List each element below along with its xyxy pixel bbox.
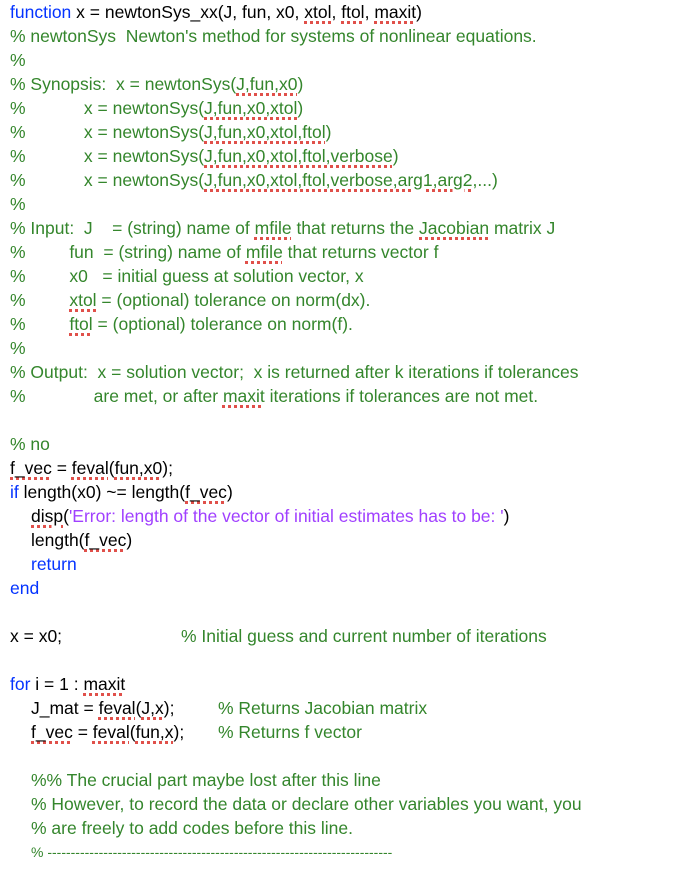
comment-line: % newtonSys Newton's method for systems of nonlinear equations.: [10, 26, 537, 46]
punctuation: );: [173, 722, 185, 742]
inline-comment: % Returns Jacobian matrix: [218, 698, 428, 718]
comment-text: % fun = (string) name of: [10, 242, 246, 262]
punctuation: ): [126, 530, 133, 550]
comment-args: J,fun,x0,xtol: [204, 98, 298, 118]
comment-line: % Output: x = solution vector; x is returned after k iterations if tolerances: [10, 362, 579, 382]
comment-text: that returns the: [291, 218, 420, 238]
arguments: fun,x0: [114, 458, 163, 478]
comment-text: % x = newtonSys(: [10, 122, 205, 142]
punctuation: );: [162, 458, 173, 478]
code-text: length(x0) ~= length(: [18, 482, 186, 502]
code-line: [10, 624, 547, 648]
comment-word: mfile: [254, 218, 292, 238]
comment-line: % no: [10, 434, 50, 454]
punctuation: (: [63, 506, 69, 526]
if-keyword: if: [10, 482, 19, 502]
comment-line: % x0 = initial guess at solution vector, x: [10, 266, 364, 286]
signature-close: ): [416, 2, 422, 22]
comment-text: % x = newtonSys(: [10, 170, 205, 190]
identifier: feval: [92, 722, 130, 742]
code-text: length(: [31, 530, 85, 550]
comment-text: ): [325, 122, 332, 142]
comment-text: % x = newtonSys(: [10, 146, 205, 166]
comment-line: [10, 312, 353, 336]
end-keyword: end: [10, 578, 40, 598]
code-text: J_mat =: [31, 698, 99, 718]
signature-sep: ,: [331, 2, 342, 22]
identifier: f_vec: [10, 458, 52, 478]
comment-text: % Synopsis: x = newtonSys(: [10, 74, 237, 94]
punctuation: ): [503, 506, 510, 526]
comment-text: % Input: J = (string) name of: [10, 218, 255, 238]
comment-line: %% The crucial part maybe lost after this line: [31, 770, 381, 790]
comment-text: matrix J: [489, 218, 556, 238]
code-line: [10, 456, 173, 480]
comment-args: J,fun,x0: [236, 74, 298, 94]
identifier: feval: [71, 458, 109, 478]
comment-separator: % --------------------------------------------------------------------------: [31, 844, 393, 860]
comment-text: ): [392, 146, 399, 166]
punctuation: (: [108, 458, 115, 478]
comment-text: = (optional) tolerance on norm(f).: [92, 314, 353, 334]
punctuation: );: [163, 698, 175, 718]
comment-line: %: [10, 338, 26, 358]
signature-sep: ,: [364, 2, 375, 22]
punctuation: (: [135, 698, 142, 718]
signature-text: x = newtonSys_xx(J, fun, x0,: [71, 2, 305, 22]
comment-word: xtol: [69, 290, 97, 310]
comment-args: J,fun,x0,xtol,ftol,verbose,arg1,arg2: [204, 170, 473, 190]
param-ftol: ftol: [341, 2, 365, 22]
comment-text: = (optional) tolerance on norm(dx).: [96, 290, 371, 310]
comment-text: ): [297, 74, 304, 94]
code-line: [31, 528, 132, 552]
comment-line: % are freely to add codes before this line.: [31, 818, 353, 838]
comment-line: [10, 384, 538, 408]
identifier: f_vec: [84, 530, 127, 550]
comment-line: [10, 168, 498, 192]
comment-line: %: [10, 50, 26, 70]
string-literal: 'Error: length of the vector of initial estimates has to be: ': [68, 506, 504, 526]
comment-word: Jacobian: [419, 218, 490, 238]
comment-line: [10, 72, 303, 96]
comment-text: that returns vector f: [282, 242, 439, 262]
comment-text: iterations if tolerances are not met.: [264, 386, 539, 406]
code-line: [10, 480, 233, 504]
comment-text: ): [297, 98, 304, 118]
comment-line: [10, 96, 303, 120]
operator: =: [51, 458, 72, 478]
code-line: [31, 720, 362, 744]
identifier: maxit: [83, 674, 126, 694]
arguments: fun,x: [135, 722, 174, 742]
comment-line: [10, 216, 555, 240]
code-line: [31, 696, 428, 720]
arguments: J,x: [141, 698, 164, 718]
comment-text: % are met, or after: [10, 386, 223, 406]
comment-text: %: [10, 314, 70, 334]
punctuation: ): [226, 482, 233, 502]
function-keyword: function: [10, 2, 72, 22]
for-keyword: for: [10, 674, 31, 694]
comment-line: [10, 240, 438, 264]
identifier: f_vec: [31, 722, 73, 742]
comment-line: %: [10, 194, 26, 214]
identifier: disp: [31, 506, 64, 526]
comment-line: [10, 120, 331, 144]
comment-word: ftol: [69, 314, 93, 334]
code-line: [10, 672, 125, 696]
inline-comment: % Returns f vector: [218, 722, 362, 742]
code-text: i = 1 :: [30, 674, 84, 694]
comment-args: J,fun,x0,xtol,ftol,verbose: [204, 146, 393, 166]
comment-line: % However, to record the data or declare other variables you want, you: [31, 794, 582, 814]
return-keyword: return: [31, 554, 77, 574]
comment-word: mfile: [245, 242, 283, 262]
operator: =: [72, 722, 93, 742]
inline-comment: % Initial guess and current number of iterations: [181, 626, 547, 646]
function-signature-line: [10, 0, 422, 24]
code-text: x = x0;: [10, 626, 63, 646]
param-maxit: maxit: [374, 2, 417, 22]
identifier: f_vec: [185, 482, 227, 502]
code-line: [31, 504, 509, 528]
comment-text: %: [10, 290, 70, 310]
comment-line: [10, 288, 370, 312]
comment-text: % x = newtonSys(: [10, 98, 205, 118]
comment-args: J,fun,x0,xtol,ftol: [204, 122, 326, 142]
comment-word: maxit: [222, 386, 265, 406]
param-xtol: xtol: [304, 2, 332, 22]
comment-text: ,...): [472, 170, 498, 190]
punctuation: (: [129, 722, 136, 742]
identifier: feval: [98, 698, 136, 718]
comment-line: [10, 144, 399, 168]
